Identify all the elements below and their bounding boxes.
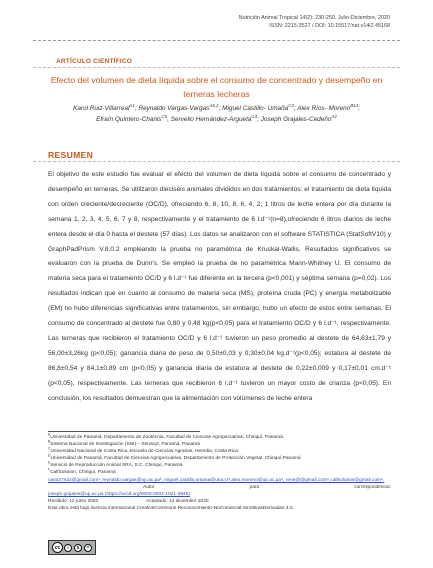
affiliation-f: $^F$CalfSolution, Chiriquí, Panamá (48, 467, 116, 476)
journal-citation: Nutrición Animal Tropical 14(2): 230-250. Julio-Diciembre, 2020 (238, 15, 390, 21)
received-date: Recibido: 12 junio 2020 (48, 498, 99, 504)
author-5: Efraín Quintero-Chanis$^{C5}$, (96, 113, 169, 123)
corresponding-email-link[interactable]: joseph.grajales@up.ac.pa (https://orcid.org/0000-0002-1021-3945) (48, 491, 190, 497)
cc-nc-icon: $ (74, 544, 82, 552)
section-label: ARTÍCULO CIENTÍFICO (56, 58, 133, 65)
corresponding-author-line: Autor para correspondencia: (143, 484, 391, 490)
author-4: Alex Ríos- Moreno$^{B14}$; (297, 102, 360, 112)
resumen-heading: RESUMEN (48, 150, 94, 160)
author-list (40, 103, 393, 125)
cc-nd-icon: = (84, 544, 92, 552)
journal-issn-doi: ISSN: 2215-3527 / DOI: 10.15517/nat.v14i2.45168 (269, 23, 390, 29)
section-divider (33, 67, 400, 68)
accepted-date: Aceptado: 14 diciembre 2020 (146, 498, 209, 504)
cc-license-icons (64, 544, 92, 552)
author-2: Reynaldo Vargas-Vargas$^{A6,2}$; (138, 102, 221, 112)
author-3: Miguel Castillo- Umaña$^{C3}$; (222, 102, 296, 112)
cc-icon: cc (52, 542, 63, 553)
submission-dates (48, 498, 391, 505)
journal-header (239, 14, 390, 30)
affiliation-e: $^E$Servicio de Reproducción Animal SRA, S.C. Chiriquí, Panamá. (48, 460, 184, 469)
affiliation-a: $^A$Universidad de Panamá, Departamento de Zootecnia, Facultad de Ciencias Agropecuarias, Chiriquí, Panamá. (48, 432, 285, 440)
license-text: Esta obra está bajo licencia internacional CreativeCommons Reconocimiento-NoComercial-SinObrasDerivadas 4.0. (48, 505, 294, 511)
article-title: Efecto del volumen de dieta líquida sobre el consumo de concentrado y desempeño en terneras lecheras (50, 75, 383, 99)
cc-by-icon: i (64, 544, 72, 552)
affiliation-c: $^C$Universidad Nacional de Costa Rica, Escuela de Ciencias Agrarias, Heredia, Costa Rica (48, 446, 238, 455)
author-6: Servelio Hernández-Argueta$^{C4}$; (170, 113, 259, 123)
abstract-text: El objetivo de este estudio fue evaluar el efecto del volumen de dieta líquida sobre el consumo de concentrado y desempeño en terneras. Se utilizaron dieciséis animales divididos en dos tratamientos: el tratamiento de dieta líquida con orden creciente/decreciente (OC/D), ofreciendo 6, 8, 10, 8, 6, 4, 2, 1 litros de leche entera por día durante la semana 1, 2, 3, 4, 5, 6, 7 y 8, respectivamente y el tratamiento de 6 l.d⁻¹(n=8),ofreciendo 6 litros diarios de leche entera desde el día 0 hasta el destete (57 días). Los datos se analizaron con el software STATISTICA (StatSoftV10) y GraphPadPrism V.8.0.2 empleando la prueba no paramétrica de Kruskal-Wallis. Resultados significativos se evaluaron con la prueba de Dunn's. Se empleó la prueba de no paramétrica Mann-Whitney U. El consumo de materia seca para el tratamiento OC/D y 6 l.d⁻¹ fue diferente en la tercera (p<0,001) y séptima semana (p=0,02). Los resultados indican que en cuanto al consumo de materia seca (MS), proteína cruda (PC) y energía metabolizable (EM) no hubo diferencias significativas entre tratamientos, sin embargo, hubo un efecto de estos entre semanas. El consumo de concentrado al destete fue 0,80 y 0,48 kg(p<0,05) para el tratamiento OC/D y 6 l.d⁻¹, respectivamente. Las terneras que recibieron el tratamiento OC/D y 6 l.d⁻¹ tuvieron un peso promedio al destete de 64,63±1,79 y 56,00±3,26kg (p<0,05); ganancia diaria de peso de 0,50±0,03 y 0,30±0,04 kg.d⁻¹(p<0,05); estatura al destete de 86,8±0,54 y 84,1±0,89 cm (p<0,05) y ganancia diaria de estatura al destete de 0,22±0,009 y 0,17±0,01 cm.d⁻¹ (p<0,05), respectivamente. Las terneras que recibieron 6 l.d⁻¹ tuvieron un mayor costo de crianza (p<0,05). En conclusión, los resultados demuestran que la alimentación con volúmenes de leche entera (48, 171, 391, 402)
creative-commons-badge[interactable] (48, 540, 96, 555)
footnotes (48, 434, 391, 512)
header-divider (33, 40, 400, 41)
footnote-divider (48, 431, 200, 432)
resumen-divider (33, 161, 400, 162)
affiliation-d: $^D$Universidad de Panamá, Facultad de Ciencias Agropecuarias, Departamento de Protección Vegetal. Chiriquí,Panamá (48, 453, 301, 462)
author-7: Joseph Grajales-Cedeño$^{A2}$ (260, 113, 337, 123)
author-emails[interactable]: carol27ruiz@gmail.com¹, reynaldo.vargas@up.ac.pa², miguel.castillo.umana@una.cr³,alex.moreno@up.ac.pa⁴, rene@@gmail.com⁵,calfsolution@gmail.com⁶. (48, 477, 385, 483)
author-1: Karol Ruiz-Villarreal$^{A1}$; (73, 102, 137, 112)
affiliation-b: $^B$Sistema Nacional de Investigación (SNI) – Senacyt, Panamá, Panamá (48, 439, 200, 448)
